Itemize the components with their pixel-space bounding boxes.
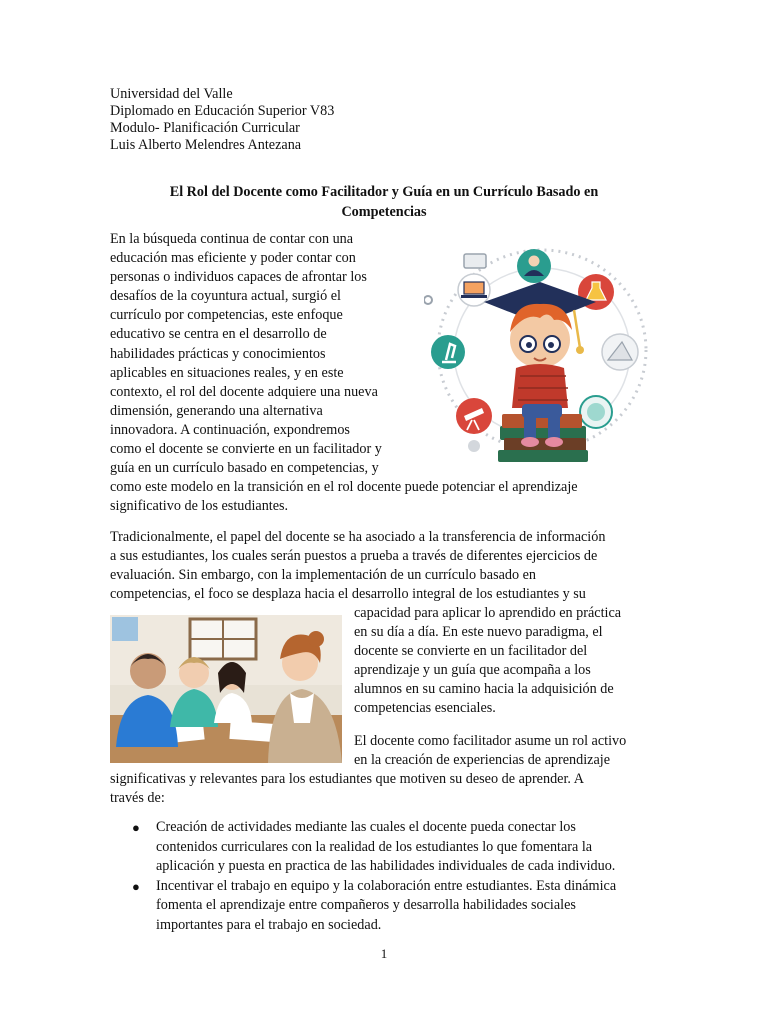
text-line: desafíos de la coyuntura actual, surgió el — [110, 288, 341, 305]
title-line-1: El Rol del Docente como Facilitador y Guía en un Currículo Basado en — [169, 184, 599, 200]
text-line: El docente como facilitador asume un rol activo — [354, 733, 627, 749]
text-line: docente se convierte en un facilitador del — [354, 643, 588, 660]
teacher-icon — [517, 249, 551, 283]
title-line-2: Competencias — [341, 204, 427, 220]
text-line: habilidades prácticas y conocimientos — [110, 345, 326, 362]
text-line: innovadora. A continuación, expondremos — [110, 421, 350, 438]
text-line: alumnos en su camino hacia la adquisición de — [354, 681, 614, 698]
books-stack — [498, 414, 588, 462]
laptop-icon — [458, 274, 490, 306]
telescope-icon — [456, 398, 492, 434]
monitor-icon — [464, 254, 486, 268]
text-line: a sus estudiantes, los cuales serán puestos a prueba a través de diferentes ejercicios de — [110, 548, 598, 565]
paragraph-facilitator — [110, 770, 584, 808]
text-line: importantes para el trabajo en sociedad. — [156, 916, 382, 933]
bullet-dot-icon: ● — [132, 878, 140, 894]
text-line: fomenta el aprendizaje entre compañeros y desarrolla habilidades sociales — [156, 897, 576, 913]
text-line: personas o individuos capaces de afrontar los — [110, 269, 367, 286]
document-header — [110, 86, 334, 154]
microscope-icon — [431, 335, 465, 369]
text-line: contexto, el rol del docente adquiere una nueva — [110, 383, 378, 400]
paragraph-facilitator-wrap — [354, 732, 626, 770]
document-title — [110, 182, 658, 222]
bullet-list — [110, 818, 616, 935]
text-line: capacidad para aplicar lo aprendido en práctica — [354, 605, 622, 621]
text-line: como el docente se convierte en un facilitador y — [110, 441, 382, 458]
text-line: aplicables en situaciones reales, y en este — [110, 364, 344, 381]
text-line: currículo por competencias, este enfoque — [110, 307, 343, 324]
globe-icon — [580, 396, 612, 428]
header-line-diploma: Diplomado en Educación Superior V83 — [110, 103, 335, 119]
ruler-icon — [602, 334, 638, 370]
text-line: contenidos curriculares con la realidad de los estudiantes lo que fomentara la — [156, 838, 593, 855]
text-line: dimensión, generando una alternativa — [110, 402, 323, 419]
text-line: evaluación. Sin embargo, con la implementación de un currículo basado en — [110, 567, 537, 584]
paragraph-traditional-role — [110, 528, 605, 604]
poster — [112, 617, 138, 641]
text-line: en su día a día. En este nuevo paradigma, el — [354, 624, 603, 641]
page-number: 1 — [380, 946, 388, 961]
classroom-photo — [110, 615, 342, 763]
text-line: Incentivar el trabajo en equipo y la colaboración entre estudiantes. Esta dinámica — [156, 877, 617, 894]
text-line: como este modelo en la transición en el rol docente puede potenciar el aprendizaje — [110, 479, 578, 496]
text-line: aplicación y puesta en practica de las habilidades individuales de cada individuo. — [156, 858, 616, 874]
text-line: competencias esenciales. — [354, 700, 496, 717]
text-line: en la creación de experiencias de aprendizaje — [354, 752, 611, 769]
text-line: Creación de actividades mediante las cuales el docente pueda conectar los — [156, 819, 576, 835]
text-line: través de: — [110, 790, 165, 807]
text-line: aprendizaje y un guía que acompaña a los — [354, 662, 591, 679]
list-item — [110, 818, 616, 877]
text-line: guía en un currículo basado en competencias, y — [110, 460, 379, 477]
text-line: En la búsqueda continua de contar con una — [110, 231, 354, 247]
list-item — [110, 877, 616, 936]
bullet-dot-icon: ● — [132, 820, 140, 835]
header-line-module: Modulo- Planificación Curricular — [110, 120, 300, 136]
header-line-university: Universidad del Valle — [110, 86, 233, 102]
text-line: significativas y relevantes para los estudiantes que motiven su deseo de aprender. A — [110, 771, 584, 787]
teacher-education-illustration — [424, 240, 660, 466]
text-line: competencias, el foco se desplaza hacia el desarrollo integral de los estudiantes y su — [110, 586, 586, 603]
text-line: significativo de los estudiantes. — [110, 498, 289, 515]
text-line: educativo se centra en el desarrollo de — [110, 326, 327, 343]
text-line: Tradicionalmente, el papel del docente se ha asociado a la transferencia de información — [110, 529, 606, 545]
paragraph-traditional-role-wrap — [354, 604, 621, 719]
text-line: educación mas eficiente y poder contar con — [110, 250, 356, 267]
header-line-author: Luis Alberto Melendres Antezana — [110, 137, 302, 153]
